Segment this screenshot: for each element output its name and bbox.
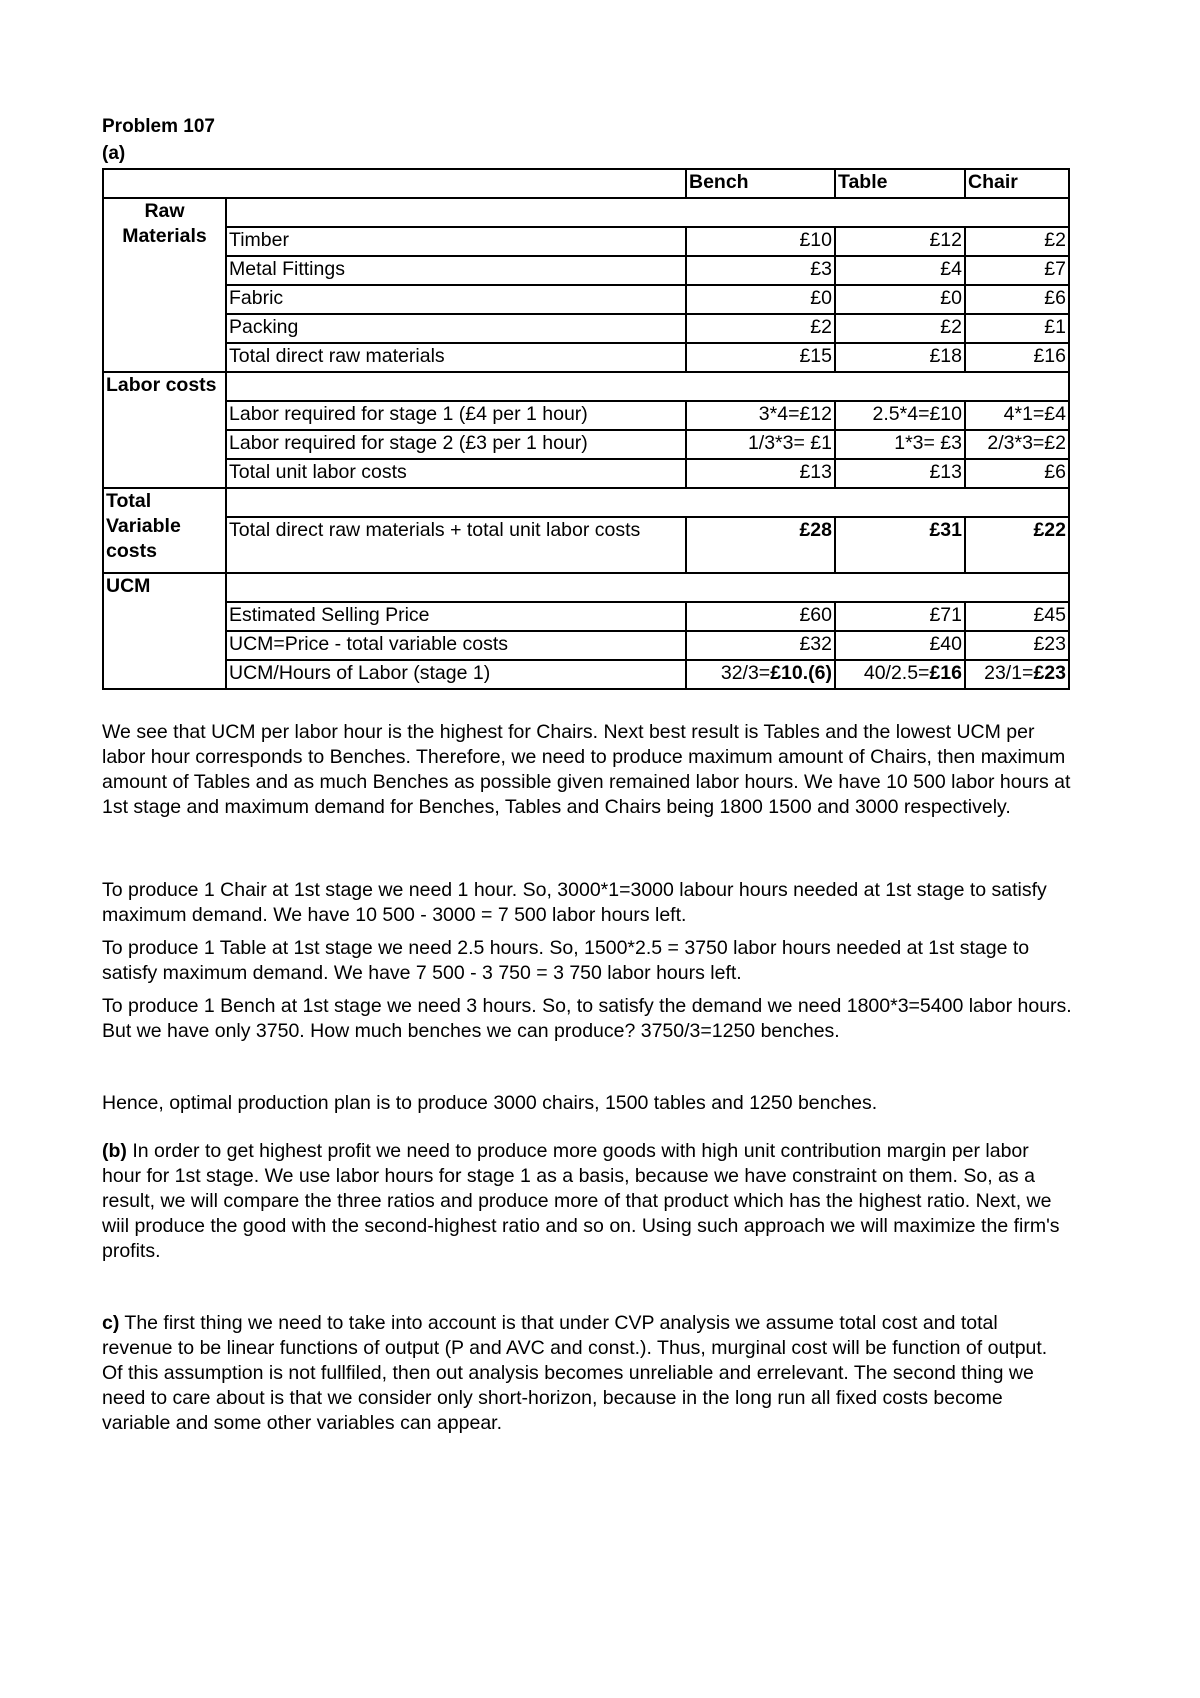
table-row	[103, 573, 1069, 602]
cell-table: 2.5*4=£10	[835, 401, 965, 430]
cell-bench: £60	[686, 602, 835, 631]
spacer-cell	[226, 372, 1069, 401]
paragraph-tables: To produce 1 Table at 1st stage we need 2.5 hours. So, 1500*2.5 = 3750 labor hours needed at 1st stage to satisfy maximum demand. We have 7 500 - 3 750 = 3 750 labor hours left.	[102, 937, 1030, 984]
cell-chair: £23	[965, 631, 1069, 660]
cell-chair: £7	[965, 256, 1069, 285]
cell-bench: £2	[686, 314, 835, 343]
cell-bench: £10	[686, 227, 835, 256]
header-table: Table	[835, 169, 965, 198]
ratio-value: £16	[929, 662, 962, 684]
table-row	[103, 256, 1069, 285]
row-label: Estimated Selling Price	[226, 602, 686, 631]
cell-bench: 3*4=£12	[686, 401, 835, 430]
cell-table: £71	[835, 602, 965, 631]
cell-bench: £28	[686, 517, 835, 573]
paragraph-benches: To produce 1 Bench at 1st stage we need 3 hours. So, to satisfy the demand we need 1800*3=5400 labor hours. But we have only 3750. How much benches we can produce? 3750/3=1250 benches.	[102, 995, 1072, 1042]
table-header-row	[103, 169, 1069, 198]
paragraph-chairs: To produce 1 Chair at 1st stage we need 1 hour. So, 3000*1=3000 labour hours needed at 1st stage to satisfy maximum demand. We have 10 500 - 3000 = 7 500 labor hours left.	[102, 879, 1047, 926]
ratio-value: £10.(6)	[770, 662, 832, 684]
problem-title: Problem 107	[102, 116, 215, 137]
section-labor-costs: Labor costs	[103, 372, 226, 488]
section-total-variable-costs: Total Variable costs	[103, 488, 226, 573]
cell-table: £31	[835, 517, 965, 573]
cell-table: £13	[835, 459, 965, 488]
part-c-text: The first thing we need to take into account is that under CVP analysis we assume total cost and total revenue to be linear functions of output (P and AVC and const.). Thus, murginal cost will be function of output. Of this assumption is not fullfiled, then out analysis becomes unreliable and errelevant. The second thing we need to care about is that we consider only short-horizon, because in the long run all fixed costs become variable and some other variables can appear.	[102, 1312, 1048, 1434]
cell-bench: £13	[686, 459, 835, 488]
cell-chair: £6	[965, 459, 1069, 488]
table-row	[103, 343, 1069, 372]
cell-bench	[686, 660, 835, 689]
table-row	[103, 602, 1069, 631]
cell-chair: £22	[965, 517, 1069, 573]
cell-chair: £45	[965, 602, 1069, 631]
spacer-cell	[226, 198, 1069, 227]
cell-chair: 2/3*3=£2	[965, 430, 1069, 459]
table-row	[103, 660, 1069, 689]
part-b-label: (b)	[102, 1140, 127, 1162]
ratio-prefix: 40/2.5=	[863, 662, 930, 684]
table-row	[103, 488, 1069, 517]
table-row	[103, 198, 1069, 227]
table-row	[103, 631, 1069, 660]
cell-chair: £2	[965, 227, 1069, 256]
spacer-cell	[226, 488, 1069, 517]
cell-table: £18	[835, 343, 965, 372]
row-label: Total unit labor costs	[226, 459, 686, 488]
part-a-label: (a)	[102, 143, 126, 164]
paragraph-part-b	[102, 1139, 1072, 1264]
cell-table: 1*3= £3	[835, 430, 965, 459]
cell-table: £4	[835, 256, 965, 285]
cell-chair: 4*1=£4	[965, 401, 1069, 430]
row-label: Labor required for stage 2 (£3 per 1 hour)	[226, 430, 686, 459]
cell-chair: £1	[965, 314, 1069, 343]
table-row	[103, 314, 1069, 343]
cell-table: £40	[835, 631, 965, 660]
ratio-prefix: 32/3=	[720, 662, 771, 684]
part-b-text: In order to get highest profit we need to produce more goods with high unit contribution margin per labor hour for 1st stage. We use labor hours for stage 1 as a basis, because we have constraint on them. So, as a result, we will compare the three ratios and produce more of that product which has the highest ratio. Next, we wiil produce the good with the second-highest ratio and so on. Using such approach we will maximize the firm's profits.	[102, 1140, 1060, 1262]
cost-table	[102, 168, 1070, 690]
cell-table: £12	[835, 227, 965, 256]
header-chair: Chair	[965, 169, 1069, 198]
section-raw-materials: Raw Materials	[103, 198, 226, 372]
paragraph-optimal-plan: Hence, optimal production plan is to produce 3000 chairs, 1500 tables and 1250 benches.	[102, 1092, 878, 1114]
cell-bench: £0	[686, 285, 835, 314]
document-page	[102, 112, 1072, 1436]
row-label: UCM/Hours of Labor (stage 1)	[226, 660, 686, 689]
table-row	[103, 517, 1069, 573]
cell-chair: £6	[965, 285, 1069, 314]
row-label: Timber	[226, 227, 686, 256]
part-c-label: c)	[102, 1312, 120, 1334]
cell-bench: £3	[686, 256, 835, 285]
table-row	[103, 430, 1069, 459]
header-bench: Bench	[686, 169, 835, 198]
cell-table: £2	[835, 314, 965, 343]
cell-bench: 1/3*3= £1	[686, 430, 835, 459]
row-label: UCM=Price - total variable costs	[226, 631, 686, 660]
row-label: Packing	[226, 314, 686, 343]
cell-chair: £16	[965, 343, 1069, 372]
row-label: Metal Fittings	[226, 256, 686, 285]
cell-table	[835, 660, 965, 689]
ratio-value: £23	[1033, 662, 1066, 684]
table-row	[103, 401, 1069, 430]
table-row	[103, 459, 1069, 488]
table-row	[103, 372, 1069, 401]
cell-bench: £15	[686, 343, 835, 372]
cell-bench: £32	[686, 631, 835, 660]
spacer-cell	[226, 573, 1069, 602]
table-row	[103, 285, 1069, 314]
row-label: Total direct raw materials + total unit labor costs	[226, 517, 686, 573]
cell-table: £0	[835, 285, 965, 314]
ratio-prefix: 23/1=	[984, 662, 1034, 684]
paragraph-ucm-ranking: We see that UCM per labor hour is the highest for Chairs. Next best result is Tables and the lowest UCM per labor hour corresponds to Benches. Therefore, we need to produce maximum amount of Chairs, then maximum amount of Tables and as much Benches as possible given remained labor hours. We have 10 500 labor hours at 1st stage and maximum demand for Benches, Tables and Chairs being 1800 1500 and 3000 respectively.	[102, 721, 1071, 818]
row-label: Labor required for stage 1 (£4 per 1 hour)	[226, 401, 686, 430]
row-label: Total direct raw materials	[226, 343, 686, 372]
table-row	[103, 227, 1069, 256]
header-empty-cell	[103, 169, 686, 198]
row-label: Fabric	[226, 285, 686, 314]
cell-chair	[965, 660, 1069, 689]
paragraph-part-c	[102, 1311, 1072, 1436]
section-ucm: UCM	[103, 573, 226, 689]
